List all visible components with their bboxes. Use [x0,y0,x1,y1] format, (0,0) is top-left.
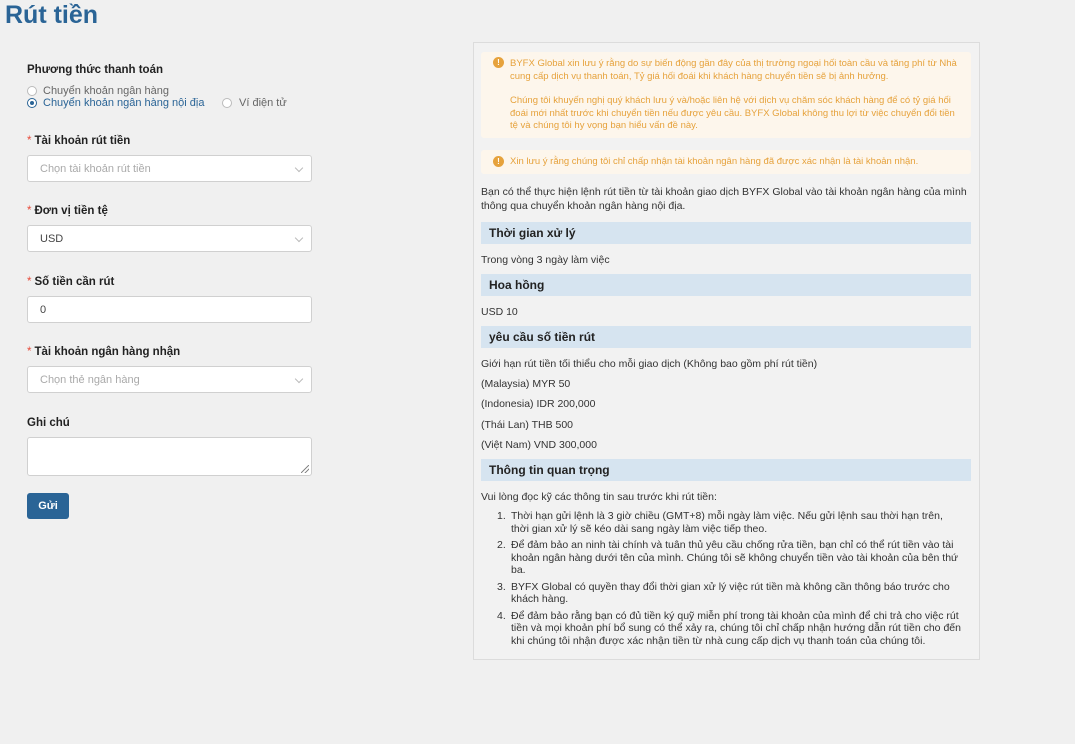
radio-circle[interactable] [222,98,232,108]
chevron-down-icon [295,375,303,383]
withdraw-account-select[interactable] [27,155,312,182]
list-item: 3. BYFX Global có quyền thay đổi thời gian xử lý việc rút tiền mà không cần thông báo trước cho khách hàng. [497,580,950,605]
bank-account-select[interactable] [27,366,312,393]
page-title: Rút tiền [5,1,99,29]
note-label: Ghi chú [27,417,70,429]
radio-bank-transfer[interactable] [27,85,169,97]
notice-text: Xin lưu ý rằng chúng tôi chỉ chấp nhận tài khoản ngân hàng đã được xác nhận là tài khoản nhận. [510,156,919,167]
bank-account-label: * Tài khoản ngân hàng nhận [27,346,181,358]
withdraw-account-label: * Tài khoản rút tiền [27,135,131,147]
resize-handle-icon[interactable] [301,465,309,473]
currency-select[interactable] [27,225,312,252]
warning-icon: ! [493,156,504,167]
submit-button[interactable]: Gửi [27,493,69,519]
warning-icon: ! [493,57,504,68]
amount-input[interactable] [27,296,312,323]
input-value: 0 [40,303,47,316]
select-placeholder: Chọn thẻ ngân hàng [40,373,140,386]
list-item: 4. Để đảm bảo rằng bạn có đủ tiền ký quỹ miễn phí trong tài khoản của mình để chi trả cho việc rút tiền và mọi khoản phí bổ sung có thể xảy ra, chúng tôi chỉ chấp nhận hướng dẫn rút tiền cho đến khi chúng tôi nhận được xác nhận tiền từ nhà cung cấp dịch vụ thanh toán của chúng tôi. [497,609,961,647]
limit-item: (Việt Nam) VND 300,000 [481,439,597,451]
note-textarea[interactable] [27,437,312,476]
list-item: 1. Thời hạn gửi lệnh là 3 giờ chiều (GMT+8) mỗi ngày làm việc. Nếu gửi lệnh sau thời hạn trên, thời gian xử lý sẽ kéo dài sang ngày làm việc tiếp theo. [497,510,943,535]
radio-circle-checked[interactable] [27,98,37,108]
verified-account-notice [481,150,971,174]
section-heading-requirement: yêu cầu số tiền rút [481,326,971,348]
radio-label: Chuyển khoản ngân hàng [43,85,169,97]
radio-e-wallet[interactable] [222,97,287,109]
radio-label: Ví điện tử [239,97,287,109]
chevron-down-icon [295,164,303,172]
limit-item: (Malaysia) MYR 50 [481,378,571,390]
info-panel [473,42,980,660]
radio-label: Chuyển khoản ngân hàng nội địa [43,97,205,109]
section-heading-important: Thông tin quan trọng [481,459,971,481]
required-mark: * [27,346,32,358]
required-mark: * [27,135,32,147]
limit-item: (Indonesia) IDR 200,000 [481,398,596,410]
limit-item: (Thái Lan) THB 500 [481,419,574,431]
section-heading-commission: Hoa hồng [481,274,971,296]
radio-circle[interactable] [27,86,37,96]
select-value: USD [40,232,64,245]
exchange-rate-notice [481,52,971,138]
important-list [497,510,972,647]
commission-text: USD 10 [481,306,518,318]
notice-paragraph: Chúng tôi khuyến nghị quý khách lưu ý và/hoặc liên hệ với dịch vụ chăm sóc khách hàng để có tỷ giá hối đoái mới nhất trước khi chuyển tiền nếu được yêu cầu. BYFX Global không thu lợi từ việc chuyển đổi tiền tệ và chúng tôi hy vọng bạn hiểu vấn đề này. [510,95,955,131]
select-placeholder: Chọn tài khoản rút tiền [40,162,151,175]
notice-paragraph: BYFX Global xin lưu ý rằng do sự biến động gần đây của thị trường ngoại hối toàn cầu và tăng phí từ Nhà cung cấp dịch vụ thanh toán, Tỷ giá hối đoái khi khách hàng chuyển tiền sẽ bị ảnh hưởng. [510,58,957,82]
important-intro: Vui lòng đọc kỹ các thông tin sau trước khi rút tiền: [481,491,717,503]
required-mark: * [27,205,32,217]
processing-text: Trong vòng 3 ngày làm việc [481,254,610,266]
payment-method-label: Phương thức thanh toán [27,64,163,76]
section-heading-processing: Thời gian xử lý [481,222,971,244]
required-mark: * [27,276,32,288]
intro-text: Bạn có thể thực hiện lệnh rút tiền từ tài khoản giao dịch BYFX Global vào tài khoản ngân hàng của mình thông qua chuyển khoản ngân hàng nội địa. [481,186,967,212]
amount-label: * Số tiền cần rút [27,276,115,288]
currency-label: * Đơn vị tiền tệ [27,205,108,217]
radio-local-bank-transfer[interactable] [27,97,204,109]
list-item: 2. Để đảm bảo an ninh tài chính và tuân thủ yêu cầu chống rửa tiền, bạn chỉ có thể rút tiền vào tài khoản ngân hàng dưới tên của mình. Chúng tôi sẽ không chuyển tiền vào tài khoản của bên thứ ba. [497,539,959,576]
requirement-intro: Giới hạn rút tiền tối thiểu cho mỗi giao dịch (Không bao gồm phí rút tiền) [481,358,818,370]
chevron-down-icon [295,234,303,242]
